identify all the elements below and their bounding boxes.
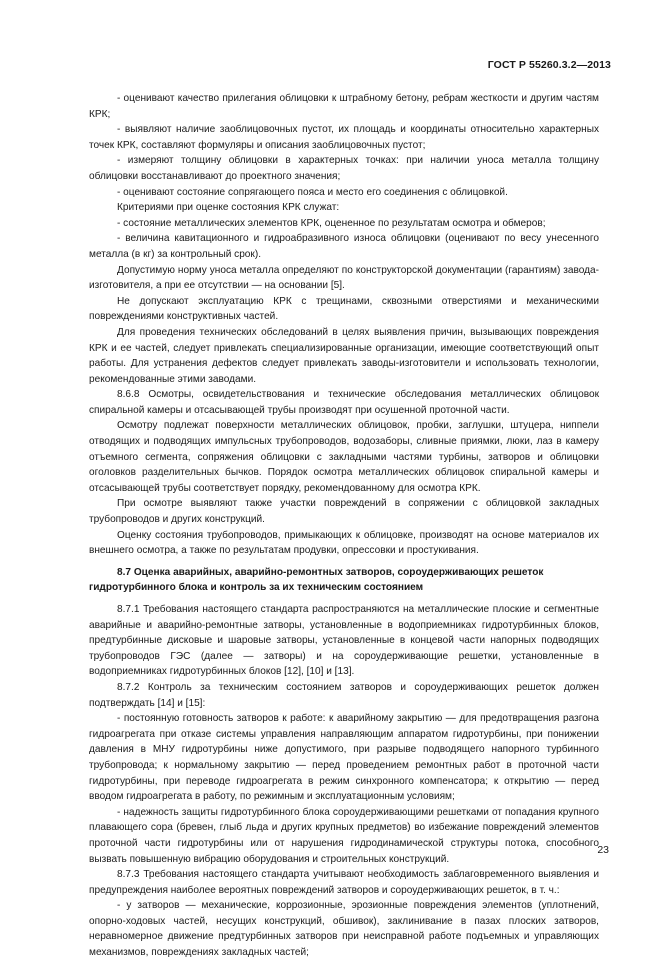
paragraph: При осмотре выявляют также участки повреждений в сопряжении с облицовкой закладных трубопроводов и других конструкций. [89, 498, 599, 526]
paragraph: - величина кавитационного и гидроабразивного износа облицовки (оценивают по весу унесенного металла (в кг) за контрольный срок). [89, 233, 599, 260]
paragraph: - оценивают качество прилегания облицовки к штрабному бетону, ребрам жесткости и другим частям КРК; [89, 93, 599, 120]
paragraph: 8.7.3 Требования настоящего стандарта учитывают необходимость заблаговременного выявления и предупреждения наиболее вероятных повреждений затворов и сороудерживающих решеток, в т. ч.: [89, 869, 599, 896]
paragraph: 8.7.2 Контроль за техническим состоянием затворов и сороудерживающих решеток должен подтверждать [14] и [15]: [89, 681, 599, 709]
paragraph: Не допускают эксплуатацию КРК с трещинами, сквозными отверстиями и механическими повреждениями конструктивных частей. [89, 295, 599, 323]
paragraph: Критериями при оценке состояния КРК служат: [117, 202, 340, 214]
paragraph: - состояние металлических элементов КРК, оцененное по результатам осмотра и обмеров; [117, 217, 546, 229]
document-id: ГОСТ Р 55260.3.2—2013 [487, 59, 611, 71]
paragraph: - измеряют толщину облицовки в характерных точках: при наличии уноса металла толщину облицовки восстанавливают до проектного значения; [89, 155, 599, 182]
paragraph-group-2 [89, 602, 599, 961]
paragraph: - у затворов — механические, коррозионные, эрозионные повреждения элементов (уплотнений, опорно-ходовых частей, несущих конструкций, обшивок), заклинивание в пазах плоских затворов, неравномерное движение предтурбинных затворов при неисправной работе подъемных и управляющих механизмов, повреждениях закладных частей; [89, 900, 599, 959]
paragraph: Осмотру подлежат поверхности металлических облицовок, пробки, заглушки, штуцера, ниппели отводящих и подводящих импульсных трубопроводов, водозаборы, сливные приямки, люки, лаз в камеру отъемного сегмента, сопряжения облицовки с закладными частями турбины, затворов и облицовки оголовков разделительных бычков. Порядок осмотра металлических облицовок спиральной камеры и отсасывающей трубы соответствует порядку, рекомендованному для осмотра КРК. [89, 420, 599, 494]
paragraph: - постоянную готовность затворов к работе: к аварийному закрытию — для предотвращения разгона гидроагрегата при отказе системы управления направляющим аппаратом гидротурбины, при понижении давления в МНУ гидротурбины ниже допустимого, при разрыве подводящего напорного турбинного трубопровода; к нормальному закрытию — перед проведением ремонтных работ в проточной части гидротурбины, при переводе гидроагрегата в режим синхронного компенсатора; к открытию — перед вводом гидроагрегата в работу, по режимным и эксплуатационным условиям; [89, 713, 599, 803]
paragraph: - выявляют наличие заоблицовочных пустот, их площадь и координаты относительно характерных точек КРК, составляют формуляры и описания заоблицовочных пустот; [89, 124, 599, 151]
paragraph: Оценку состояния трубопроводов, примыкающих к облицовке, производят на основе материалов их внешнего осмотра, а также по результатам продувки, опрессовки и простукивания. [89, 529, 599, 557]
paragraph: Допустимую норму уноса металла определяют по конструкторской документации (гарантиям) завода-изготовителя, а при ее отсутствии — на основании [5]. [89, 264, 599, 292]
paragraph: - оценивают состояние сопрягающего пояса и место его соединения с облицовкой. [117, 186, 508, 198]
paragraph: 8.7.1 Требования настоящего стандарта распространяются на металлические плоские и сегментные аварийные и аварийно-ремонтные затворы, установленные в водоприемниках гидротурбинных блоков, предтурбинные дисковые и шаровые затворы, установленные в концевой части напорных подводящих трубопроводов ГЭС (далее — затворы) и на сороудерживающие решетки, установленные в водоприемниках гидротурбинных блоков [12], [10] и [13]. [89, 604, 599, 678]
page-number: 23 [597, 844, 609, 856]
paragraph: Для проведения технических обследований в целях выявления причин, вызывающих повреждения КРК и ее частей, следует привлекать специализированные организации, имеющие соответствующий опыт работы. Для устранения дефектов следует привлекать заводы-изготовители и использовать технологии, рекомендованные этими заводами. [89, 326, 599, 385]
section-heading-8-7: 8.7 Оценка аварийных, аварийно-ремонтных затворов, сороудерживающих решеток гидротурбинного блока и контроль за их техническим состоянием [89, 566, 544, 594]
paragraph-group-1 [89, 91, 599, 559]
paragraph: - надежность защиты гидротурбинного блока сороудерживающими решетками от попадания крупного плавающего сора (бревен, глыб льда и других крупных предметов) во избежание повреждений элементов проточной части гидротурбины или от нарушения гидродинамической структуры потока, способного вызвать повышенную вибрацию оборудования и строительных конструкций. [89, 806, 599, 865]
paragraph: 8.6.8 Осмотры, освидетельствования и технические обследования металлических облицовок спиральной камеры и отсасывающей трубы производят при осушенной проточной части. [89, 389, 599, 416]
document-body [89, 91, 599, 961]
